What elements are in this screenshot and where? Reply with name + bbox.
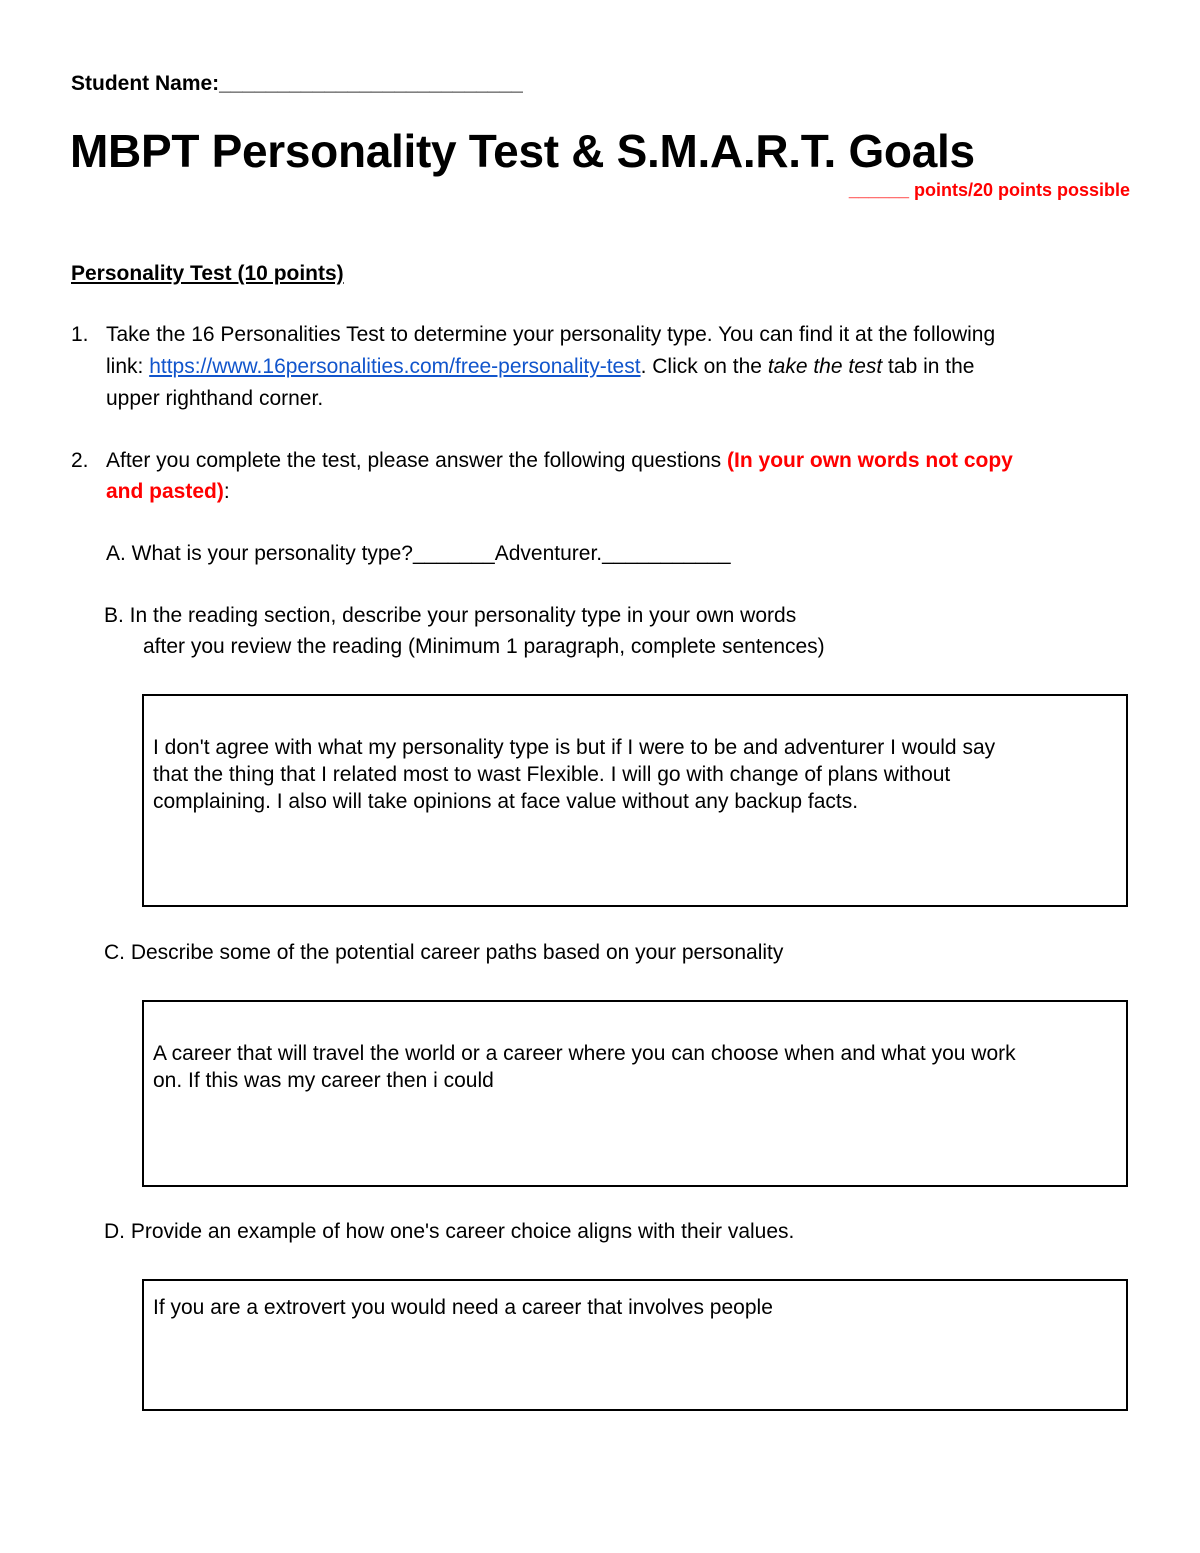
item-1-line-3: upper righthand corner. — [106, 387, 324, 410]
answer-box-b[interactable] — [142, 694, 1128, 907]
item-1-link-prefix: link: — [106, 355, 150, 378]
answer-box-c[interactable] — [142, 1000, 1128, 1187]
answer-c-line-1: A career that will travel the world or a career where you can choose when and what you work — [153, 1042, 1016, 1065]
answer-box-d[interactable] — [142, 1279, 1128, 1411]
page-title: MBPT Personality Test & S.M.A.R.T. Goals — [70, 125, 975, 177]
answer-b-line-1: I don't agree with what my personality type is but if I were to be and adventurer I would say — [153, 736, 996, 759]
answer-b-line-3: complaining. I also will take opinions at face value without any backup facts. — [153, 790, 859, 813]
item-2-line-1 — [106, 445, 1013, 477]
item-2-line-2-red: and pasted) — [106, 480, 224, 503]
item-2-number: 2. — [71, 449, 89, 472]
item-2-line-1-prefix: After you complete the test, please answer the following questions — [106, 449, 728, 472]
section-title: Personality Test (10 points) — [71, 262, 344, 285]
question-b-line-2: after you review the reading (Minimum 1 paragraph, complete sentences) — [143, 635, 825, 658]
answer-d-line-1: If you are a extrovert you would need a career that involves people — [153, 1296, 773, 1319]
answer-b-line-2: that the thing that I related most to wast Flexible. I will go with change of plans without — [153, 763, 951, 786]
question-c: C. Describe some of the potential career paths based on your personality — [104, 941, 784, 964]
item-1-line-2-mid: . Click on the — [640, 355, 768, 378]
item-1-line-2 — [106, 351, 974, 383]
student-name-label: Student Name:__________________________ — [71, 72, 523, 95]
item-1-number: 1. — [71, 323, 89, 346]
answer-c-line-2: on. If this was my career then i could — [153, 1069, 494, 1092]
item-1-line-2-suffix: tab in the — [882, 355, 975, 378]
question-a: A. What is your personality type?_______Adventurer.___________ — [106, 542, 731, 565]
question-b-line-1: B. In the reading section, describe your personality type in your own words — [104, 604, 797, 627]
item-2-line-1-red: (In your own words not copy — [727, 449, 1013, 472]
item-2-line-2-suffix: : — [223, 480, 230, 503]
item-1-line-1: Take the 16 Personalities Test to determine your personality type. You can find it at the following — [106, 323, 996, 346]
item-2-line-2 — [106, 476, 230, 508]
item-1-take-the-test: take the test — [767, 355, 883, 378]
personality-test-link[interactable]: https://www.16personalities.com/free-personality-test — [149, 355, 641, 378]
points-possible: ______ points/20 points possible — [848, 180, 1130, 200]
question-d: D. Provide an example of how one's career choice aligns with their values. — [104, 1220, 795, 1243]
